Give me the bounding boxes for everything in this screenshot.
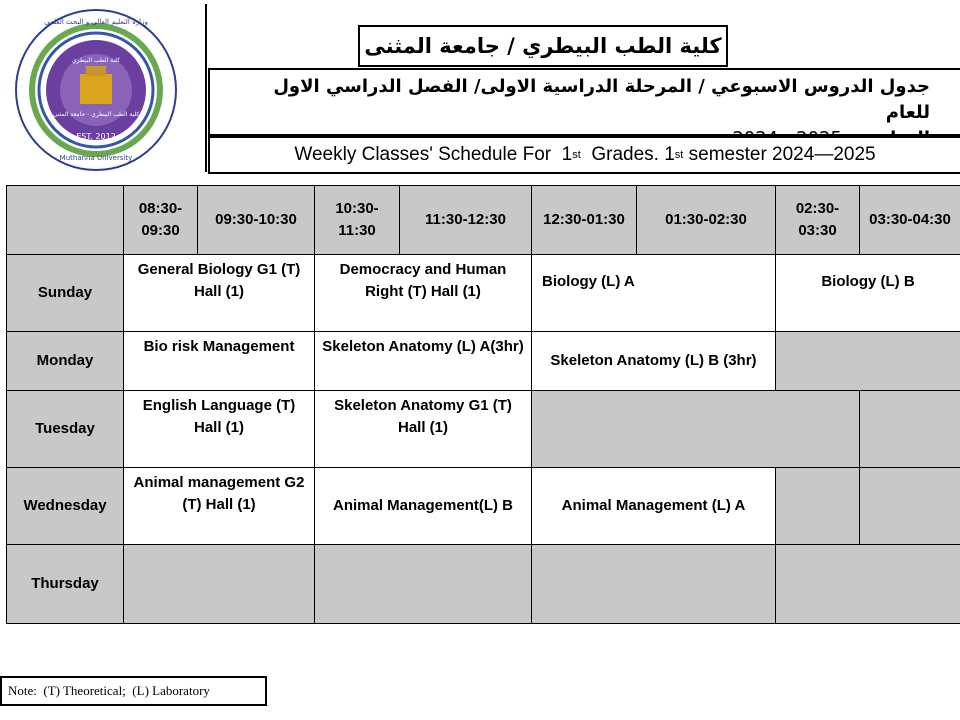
day-label: Tuesday (7, 391, 124, 468)
legend-note-text: Note: (T) Theoretical; (L) Laboratory (8, 683, 210, 698)
time-slot: 10:30-11:30 (315, 186, 400, 255)
class-cell: English Language (T) Hall (1) (124, 391, 315, 468)
empty-cell (860, 468, 960, 545)
college-title (358, 25, 728, 67)
logo-university: Muthanna University (59, 154, 133, 162)
corner-cell (7, 186, 124, 255)
day-label: Sunday (7, 255, 124, 332)
logo-inner-top: كلية الطب البيطري (71, 57, 121, 64)
day-label: Monday (7, 332, 124, 391)
schedule-title-arabic (208, 68, 960, 136)
schedule-title-english (208, 136, 960, 174)
class-cell: Biology (L) A (532, 255, 776, 332)
time-slot: 08:30-09:30 (124, 186, 198, 255)
empty-cell (532, 391, 860, 468)
subtitle-suffix: semester 2024—2025 (683, 144, 876, 165)
logo-inner-bottom: كلية الطب البيطري - جامعة المثنى (52, 111, 140, 118)
subtitle-sup-1: st (572, 149, 581, 161)
class-cell: General Biology G1 (T) Hall (1) (124, 255, 315, 332)
empty-cell (315, 545, 532, 624)
table-row (7, 255, 960, 332)
class-cell: Democracy and Human Right (T) Hall (1) (315, 255, 532, 332)
class-cell: Animal Management (L) A (532, 468, 776, 545)
time-slot: 03:30-04:30 (860, 186, 960, 255)
logo-arc-text: وزارة التعليم العالي و البحث العلمي (44, 18, 148, 26)
schedule-table (6, 185, 960, 624)
class-cell: Animal Management(L) B (315, 468, 532, 545)
class-cell: Skeleton Anatomy G1 (T) Hall (1) (315, 391, 532, 468)
time-header-row (7, 186, 960, 255)
title-line-1: جدول الدروس الاسبوعي / المرحلة الدراسية الاولى/ الفصل الدراسي الاول للعام (273, 76, 930, 123)
table-row (7, 391, 960, 468)
empty-cell (860, 391, 960, 468)
logo-est: EST. 2012 (76, 132, 116, 141)
class-cell: Biology (L) B (776, 255, 960, 332)
day-label: Thursday (7, 545, 124, 624)
empty-cell (776, 332, 960, 391)
empty-cell (124, 545, 315, 624)
day-label: Wednesday (7, 468, 124, 545)
class-cell: Animal management G2 (T) Hall (1) (124, 468, 315, 545)
table-row (7, 545, 960, 624)
empty-cell (776, 545, 960, 624)
time-slot: 09:30-10:30 (198, 186, 315, 255)
university-logo (6, 4, 190, 174)
time-slot: 02:30-03:30 (776, 186, 860, 255)
class-cell: Skeleton Anatomy (L) B (3hr) (532, 332, 776, 391)
table-row (7, 332, 960, 391)
empty-cell (776, 468, 860, 545)
time-slot: 01:30-02:30 (637, 186, 776, 255)
header-divider (205, 4, 207, 172)
subtitle-sup-2: st (674, 149, 684, 161)
time-slot: 12:30-01:30 (532, 186, 637, 255)
college-title-text: كلية الطب البيطري / جامعة المثنى (364, 34, 722, 58)
class-cell: Bio risk Management (124, 332, 315, 391)
time-slot: 11:30-12:30 (400, 186, 532, 255)
empty-cell (532, 545, 776, 624)
legend-note (0, 676, 267, 706)
class-cell: Skeleton Anatomy (L) A(3hr) (315, 332, 532, 391)
subtitle-prefix: Weekly Classes' Schedule For 1 (294, 144, 573, 165)
table-row (7, 468, 960, 545)
subtitle-middle: Grades. 1 (580, 144, 675, 165)
